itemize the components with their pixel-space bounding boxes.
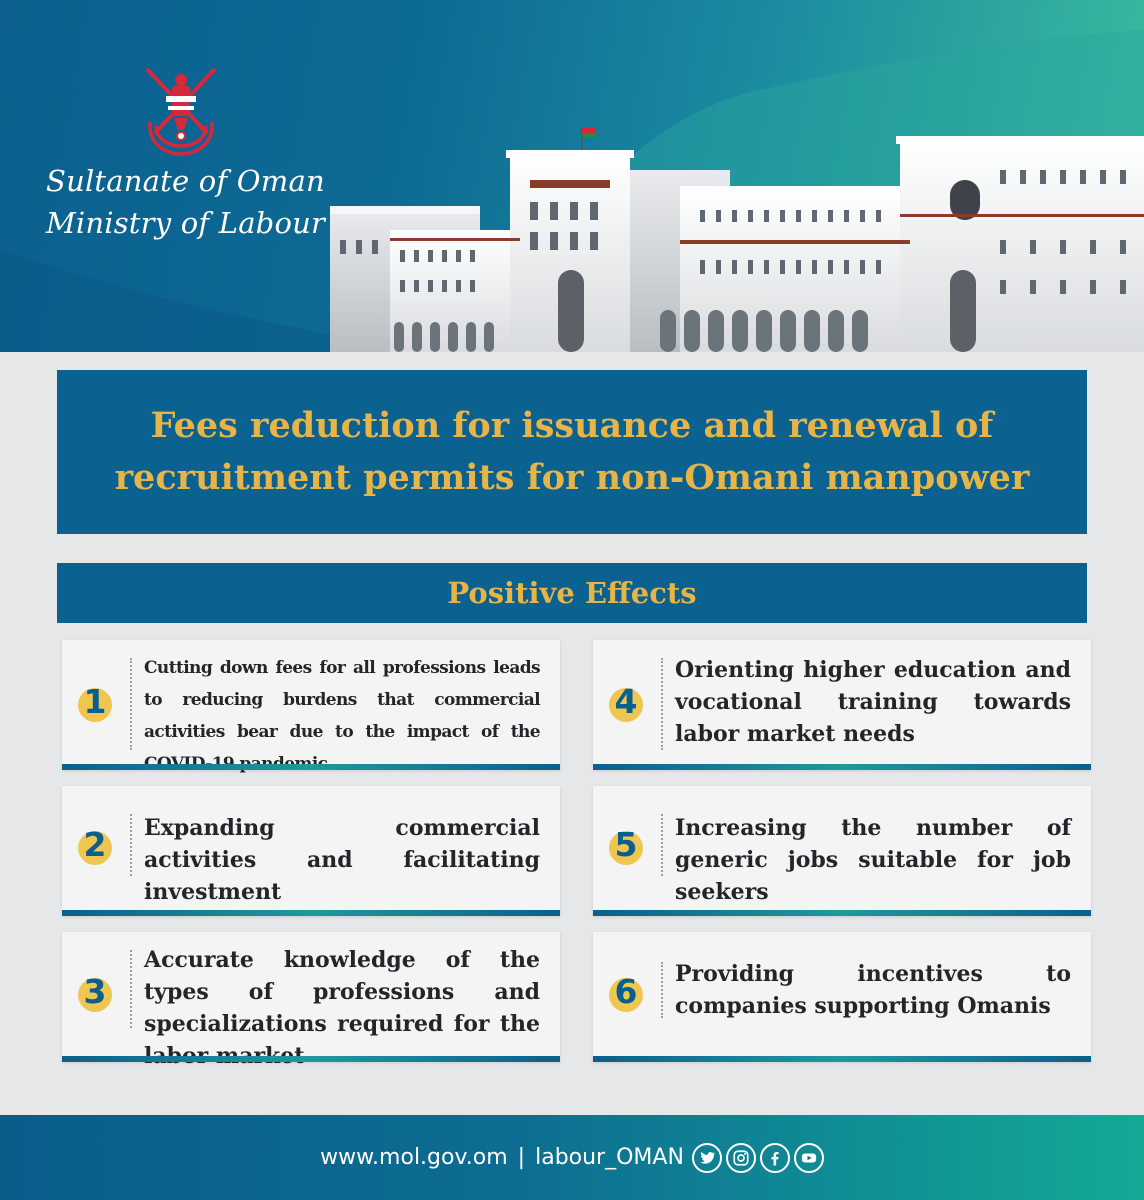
effect-card-2 (62, 786, 560, 916)
footer-separator: | (517, 1145, 526, 1170)
oman-emblem-icon (138, 66, 224, 158)
effect-number: 4 (614, 682, 638, 721)
dotted-divider (661, 658, 663, 750)
dotted-divider (661, 962, 663, 1018)
instagram-icon[interactable] (726, 1143, 756, 1173)
youtube-icon[interactable] (794, 1143, 824, 1173)
section-title: Positive Effects (447, 576, 697, 610)
dotted-divider (130, 814, 132, 876)
effect-number: 5 (614, 825, 638, 864)
card-accent-bar (593, 1056, 1091, 1062)
effect-card-3 (62, 932, 560, 1062)
effect-text: Orienting higher education and vocational training towards labor market needs (675, 657, 1071, 747)
ministry-building-illustration (300, 110, 1144, 352)
card-accent-bar (593, 764, 1091, 770)
effect-card-1 (62, 640, 560, 770)
effect-number: 1 (83, 682, 107, 721)
header-banner (0, 0, 1144, 352)
title-banner (57, 370, 1087, 534)
effect-card-4 (593, 640, 1091, 770)
twitter-icon[interactable] (692, 1143, 722, 1173)
effect-text: Accurate knowledge of the types of professions and specializations required for the (144, 947, 540, 1037)
dotted-divider (130, 658, 132, 750)
dotted-divider (661, 814, 663, 876)
brand-ministry-name: Ministry of Labour (46, 206, 326, 240)
effect-card-6 (593, 932, 1091, 1062)
facebook-icon[interactable] (760, 1143, 790, 1173)
effect-number: 3 (83, 972, 107, 1011)
effect-number: 6 (614, 972, 638, 1011)
card-accent-bar (62, 1056, 560, 1062)
card-accent-bar (62, 764, 560, 770)
page-title-line-2: recruitment permits for non-Omani manpower (114, 457, 1030, 498)
website-link[interactable]: www.mol.gov.om (320, 1145, 508, 1170)
card-accent-bar (62, 910, 560, 916)
dotted-divider (130, 950, 132, 1028)
effect-text: Cutting down fees for all professions leads to reducing burdens that commercial activities bear due to the impact of the (144, 658, 540, 742)
effect-text: Increasing the number of generic jobs suitable for job seekers (675, 815, 1071, 905)
effect-text: Expanding commercial activities and facilitating investment (144, 815, 540, 905)
effect-card-5 (593, 786, 1091, 916)
effect-text: Providing incentives to companies supporting Omanis (675, 961, 1071, 1019)
page-title-line-1: Fees reduction for issuance and renewal of (150, 405, 994, 446)
card-accent-bar (593, 910, 1091, 916)
effect-number: 2 (83, 825, 107, 864)
footer-bar (0, 1115, 1144, 1200)
brand-country-name: Sultanate of Oman (46, 164, 325, 198)
social-handle[interactable]: labour_OMAN (535, 1145, 684, 1170)
section-header (57, 563, 1087, 623)
